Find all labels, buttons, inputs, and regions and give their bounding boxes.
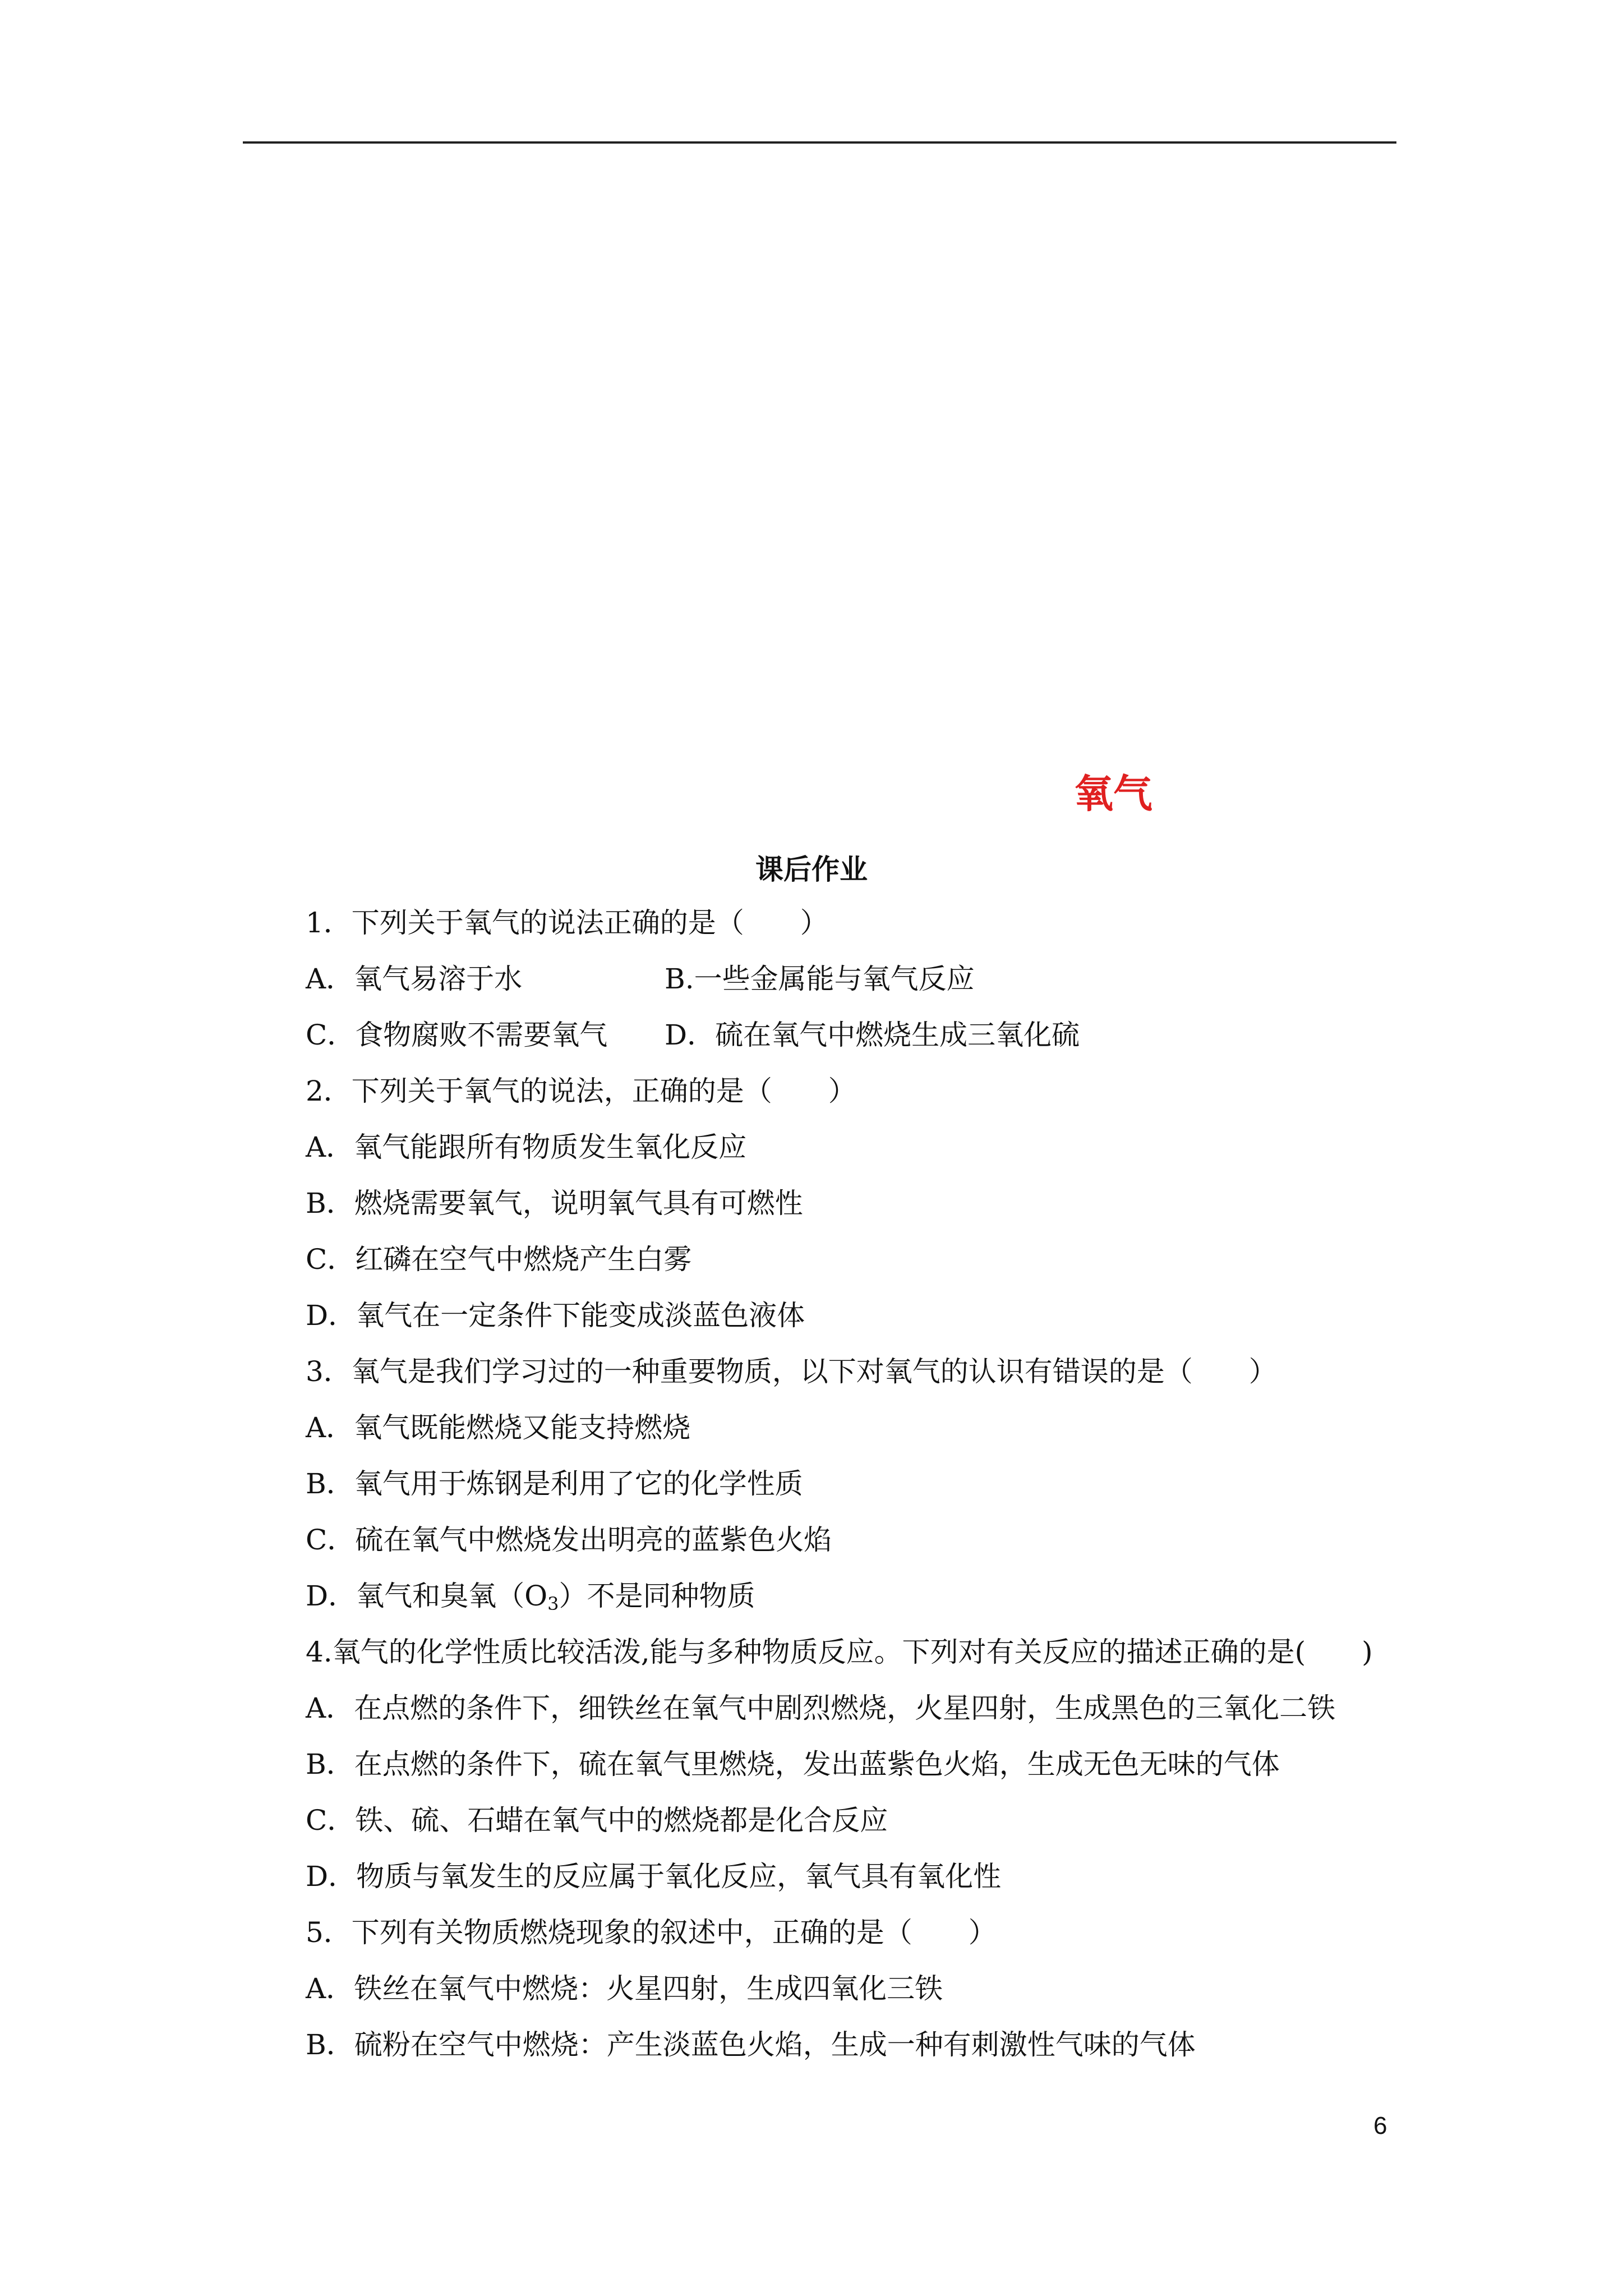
q2-option-d: D．氧气在一定条件下能变成淡蓝色液体 (306, 1299, 805, 1332)
q1-option-a: A．氧气易溶于水 (306, 963, 523, 995)
page-number: 6 (1373, 2112, 1387, 2139)
q1-option-c: C．食物腐败不需要氧气 (306, 1019, 608, 1051)
q4-option-d: D．物质与氧发生的反应属于氧化反应，氧气具有氧化性 (306, 1860, 1002, 1893)
document-title: 氧气 (1074, 770, 1152, 817)
question-5: 5．下列有关物质燃烧现象的叙述中，正确的是（ ） (306, 1916, 997, 1949)
question-3: 3．氧气是我们学习过的一种重要物质，以下对氧气的认识有错误的是（ ） (306, 1355, 1277, 1388)
q5-option-b: B．硫粉在空气中燃烧：产生淡蓝色火焰，生成一种有刺激性气味的气体 (306, 2028, 1196, 2061)
q3-option-d-part1: D．氧气和臭氧（O (306, 1580, 548, 1612)
ozone-subscript: 3 (547, 1593, 559, 1614)
header-rule (243, 141, 1396, 144)
q2-option-c: C．红磷在空气中燃烧产生白雾 (306, 1243, 692, 1276)
q4-option-a: A．在点燃的条件下，细铁丝在氧气中剧烈燃烧，火星四射，生成黑色的三氧化二铁 (306, 1692, 1336, 1724)
q5-option-a: A．铁丝在氧气中燃烧：火星四射，生成四氧化三铁 (306, 1972, 943, 2005)
q2-option-b: B．燃烧需要氧气，说明氧气具有可燃性 (306, 1187, 803, 1220)
q3-option-b: B．氧气用于炼钢是利用了它的化学性质 (306, 1467, 803, 1500)
q3-option-a: A．氧气既能燃烧又能支持燃烧 (306, 1411, 691, 1444)
section-title: 课后作业 (755, 853, 868, 886)
q2-option-a: A．氧气能跟所有物质发生氧化反应 (306, 1131, 747, 1163)
q3-option-d-part2: ）不是同种物质 (559, 1580, 755, 1612)
q4-option-b: B．在点燃的条件下，硫在氧气里燃烧，发出蓝紫色火焰，生成无色无味的气体 (306, 1748, 1280, 1780)
q3-option-c: C．硫在氧气中燃烧发出明亮的蓝紫色火焰 (306, 1524, 832, 1556)
question-1: 1．下列关于氧气的说法正确的是（ ） (306, 907, 828, 939)
q3-option-d (306, 1576, 755, 1616)
question-4: 4.氧气的化学性质比较活泼,能与多种物质反应。下列对有关反应的描述正确的是( ) (306, 1636, 1373, 1668)
question-2: 2．下列关于氧气的说法，正确的是（ ） (306, 1075, 856, 1107)
q1-option-d: D．硫在氧气中燃烧生成三氧化硫 (665, 1019, 1080, 1051)
q4-option-c: C．铁、硫、石蜡在氧气中的燃烧都是化合反应 (306, 1804, 888, 1837)
q1-option-b: B.一些金属能与氧气反应 (665, 963, 975, 995)
